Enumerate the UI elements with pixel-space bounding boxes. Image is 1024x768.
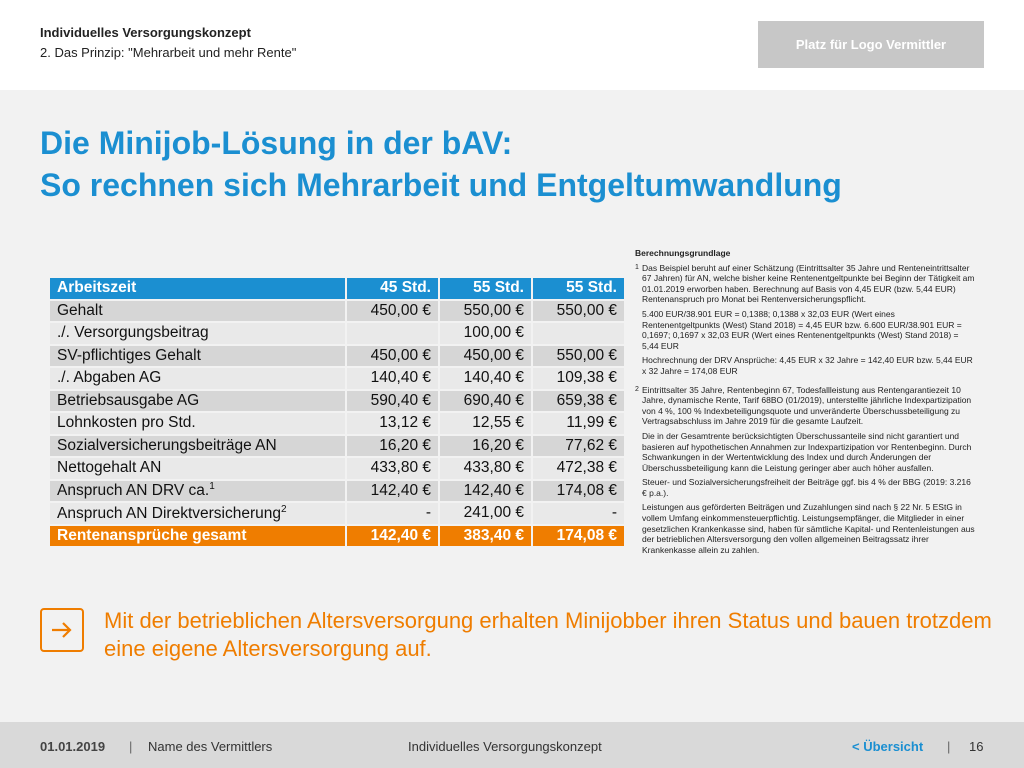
logo-placeholder: Platz für Logo Vermittler — [758, 21, 984, 68]
footer-separator: | — [947, 739, 951, 754]
table-row — [50, 368, 624, 389]
footnote-marker: 1 — [209, 481, 215, 493]
calculation-notes — [635, 248, 975, 563]
table-cell: 140,40 € — [440, 368, 531, 389]
header-bar — [0, 0, 1024, 90]
table-cell: 550,00 € — [440, 301, 531, 322]
header-title: Individuelles Versorgungskonzept — [40, 25, 251, 40]
footnote-text: Die in der Gesamtrente berücksichtigten Überschussanteile sind nicht garantiert und basieren auf hypothetischen Annahmen zur Indexpartizipation vor Rentenbeginn. Durch Schwankungen in der Wertentwicklung des Index und durch Änderungen der Überschussbeteiligung kann die Leistung geringer aber auch höher ausfallen. — [642, 430, 972, 473]
footnote-text: Steuer- und Sozialversicherungsfreiheit der Beiträge ggf. bis 4 % der BBG (2019: 3.216 € p.a.). — [642, 477, 971, 498]
row-label: Gehalt — [50, 301, 345, 322]
row-label: Nettogehalt AN — [50, 458, 345, 479]
table-cell: 142,40 € — [347, 481, 438, 502]
footnote-marker: 2 — [281, 503, 287, 515]
arrow-right-icon — [40, 608, 84, 652]
footnote-text: 5.400 EUR/38.901 EUR = 0,1388; 0,1388 x 32,03 EUR (Wert eines Rentenentgeltpunkts (West) Stand 2018) = 4,45 EUR bzw. 6.600 EUR/38.901 EUR = 0,1697; 0,1697 x 32,03 EUR (Wert eines Rentenentgeltpunkts (West) Stand 2018) = 5,44 EUR — [642, 308, 962, 351]
table-cell — [347, 323, 438, 344]
overview-link[interactable]: < Übersicht — [852, 739, 924, 754]
column-header: 55 Std. — [440, 278, 531, 299]
total-cell: 142,40 € — [347, 526, 438, 547]
table-cell: 690,40 € — [440, 391, 531, 412]
table-cell: 12,55 € — [440, 413, 531, 434]
footnote-marker: 1 — [635, 263, 639, 271]
footer-advisor-name: Name des Vermittlers — [148, 739, 273, 754]
table-row — [50, 391, 624, 412]
table-cell: 16,20 € — [440, 436, 531, 457]
footer-document-title: Individuelles Versorgungskonzept — [408, 739, 602, 754]
table-row — [50, 481, 624, 502]
row-label: ./. Abgaben AG — [50, 368, 345, 389]
table-cell: 472,38 € — [533, 458, 624, 479]
callout-text: Mit der betrieblichen Altersversorgung erhalten Minijobber ihren Status und bauen trotzdem eine eigene Altersversorgung auf. — [104, 608, 992, 661]
table-row — [50, 346, 624, 367]
total-label: Rentenansprüche gesamt — [50, 526, 345, 547]
table-cell: 77,62 € — [533, 436, 624, 457]
footnote-1 — [635, 263, 975, 381]
footnote-marker: 2 — [635, 385, 639, 393]
page-title — [40, 122, 842, 206]
footer-separator: | — [129, 739, 133, 754]
table-cell: 450,00 € — [440, 346, 531, 367]
table-row — [50, 458, 624, 479]
table-row — [50, 301, 624, 322]
footnote-text: Eintrittsalter 35 Jahre, Rentenbeginn 67, Todesfallleistung aus Rentengarantiezeit 10 Jahre, dynamische Rente, Tarif 68BO (01/2019), unterstellte jährliche Indexpartizipation von 4 %, 100 % Indexbeteiligungsquote und unveränderte Überschussbeteiligung zu Vertragsabschluss im Jahre 2019 für die gesamte Laufzeit. — [642, 384, 972, 427]
table-cell: - — [347, 503, 438, 524]
table-cell: 109,38 € — [533, 368, 624, 389]
calculation-table — [48, 276, 626, 548]
footnote-text: Leistungen aus geförderten Beiträgen und Zuzahlungen sind nach § 22 Nr. 5 EStG in vollem Umfang einkommensteuerpflichtig. Leistungsempfänger, die Mitglieder in einer gesetzlichen Krankenkasse sind, haben für sämtliche Kapital- und Rentenleistungen aus der betrieblichen Altersversorgung den vollen allgemeinen Beitragssatz ihrer Krankenkasse allein zu zahlen. — [642, 502, 975, 555]
table-cell: 550,00 € — [533, 346, 624, 367]
table-cell: 11,99 € — [533, 413, 624, 434]
footnote-2 — [635, 385, 975, 560]
row-label: Sozialversicherungsbeiträge AN — [50, 436, 345, 457]
table-cell: 450,00 € — [347, 301, 438, 322]
column-header: Arbeitszeit — [50, 278, 345, 299]
table-cell: 450,00 € — [347, 346, 438, 367]
table-header-row — [50, 278, 624, 299]
table-total-row — [50, 526, 624, 547]
footnote-text: Das Beispiel beruht auf einer Schätzung (Eintrittsalter 35 Jahre und Renteneintrittsalter 67 Jahren) für AN, welche bisher keine Rentenentgeltpunkte bei Beginn der Tätigkeit am 01.01.2019 erworben haben. Berechnung auf Basis von 4,45 EUR (bzw. 5,44 EUR) Rentenanspruch pro Monat bei Rentenversicherungspflicht. — [642, 262, 975, 305]
row-label: Betriebsausgabe AG — [50, 391, 345, 412]
column-header: 55 Std. — [533, 278, 624, 299]
table-cell: 100,00 € — [440, 323, 531, 344]
table-row — [50, 413, 624, 434]
footer-bar — [0, 722, 1024, 768]
notes-title: Berechnungsgrundlage — [635, 248, 731, 258]
table-row — [50, 503, 624, 524]
table-cell: 433,80 € — [440, 458, 531, 479]
table-cell: 142,40 € — [440, 481, 531, 502]
table-cell — [533, 323, 624, 344]
table-cell: 659,38 € — [533, 391, 624, 412]
table-cell: 550,00 € — [533, 301, 624, 322]
row-label — [50, 503, 345, 524]
page-number: 16 — [969, 739, 984, 754]
table-row — [50, 323, 624, 344]
table-cell: 174,08 € — [533, 481, 624, 502]
row-label: ./. Versorgungsbeitrag — [50, 323, 345, 344]
table-row — [50, 436, 624, 457]
page-title-line2: So rechnen sich Mehrarbeit und Entgeltumwandlung — [40, 167, 842, 203]
table-cell: 590,40 € — [347, 391, 438, 412]
total-cell: 174,08 € — [533, 526, 624, 547]
row-label — [50, 481, 345, 502]
table-cell: 13,12 € — [347, 413, 438, 434]
footnote-text: Hochrechnung der DRV Ansprüche: 4,45 EUR x 32 Jahre = 142,40 EUR bzw. 5,44 EUR x 32 Jahre = 174,08 EUR — [642, 355, 973, 376]
table-cell: 16,20 € — [347, 436, 438, 457]
header-subtitle: 2. Das Prinzip: "Mehrarbeit und mehr Rente" — [40, 45, 297, 60]
row-label: SV-pflichtiges Gehalt — [50, 346, 345, 367]
total-cell: 383,40 € — [440, 526, 531, 547]
table-cell: - — [533, 503, 624, 524]
column-header: 45 Std. — [347, 278, 438, 299]
row-label-text: Anspruch AN Direktversicherung — [57, 504, 281, 522]
table-cell: 241,00 € — [440, 503, 531, 524]
row-label-text: Anspruch AN DRV ca. — [57, 482, 210, 500]
table-cell: 433,80 € — [347, 458, 438, 479]
footer-date: 01.01.2019 — [40, 739, 106, 754]
table-cell: 140,40 € — [347, 368, 438, 389]
page-title-line1: Die Minijob-Lösung in der bAV: — [40, 125, 513, 161]
row-label: Lohnkosten pro Std. — [50, 413, 345, 434]
